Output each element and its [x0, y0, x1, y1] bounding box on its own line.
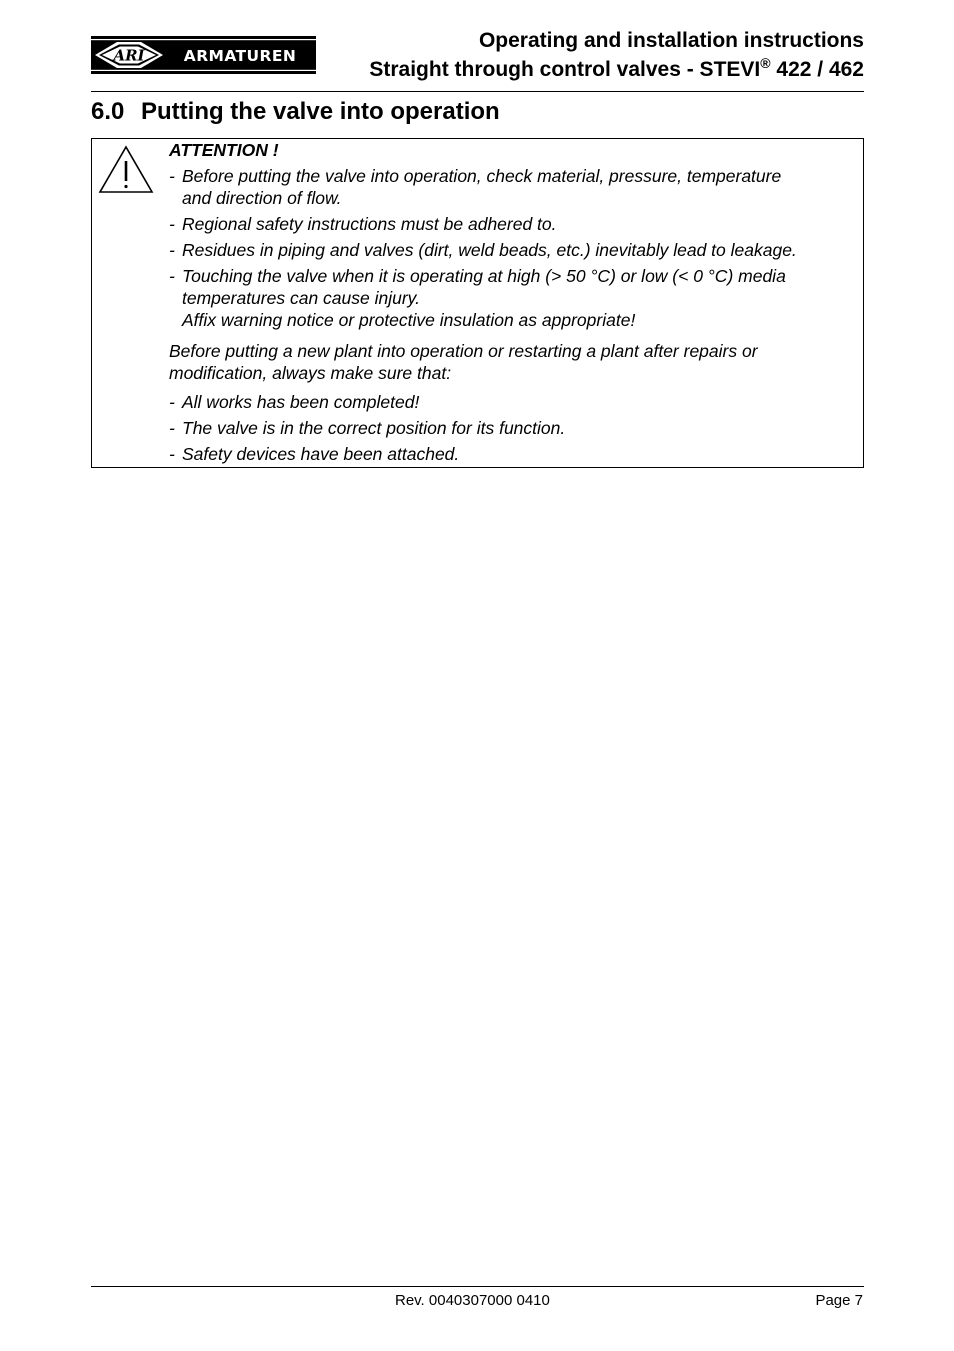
notice-bullet: - Before putting the valve into operation, check material, pressure, temperature and direction of flow. [169, 165, 859, 209]
document-title-line2 [369, 55, 864, 84]
section-number: 6.0 [91, 98, 125, 125]
document-title [369, 26, 864, 84]
document-title-line1: Operating and installation instructions [478, 29, 864, 52]
footer-divider [91, 1286, 864, 1287]
warning-triangle-icon [97, 144, 155, 194]
ari-armaturen-logo [91, 36, 316, 74]
page-header [91, 24, 864, 90]
svg-text:ARMATUREN: ARMATUREN [183, 47, 297, 65]
revision-number: Rev. 0040307000 0410 [395, 1292, 550, 1309]
notice-bullet: - Touching the valve when it is operating at high (> 50 °C) or low (< 0 °C) media temperatures can cause injury. Affix warning notice or protective insulation as appropriate! [169, 265, 859, 331]
notice-bullet: - Regional safety instructions must be adhered to. [169, 214, 557, 234]
section-title: Putting the valve into operation [141, 98, 500, 125]
bullet-continuation: and direction of flow. [182, 188, 342, 208]
paragraph-line: modification, always make sure that: [169, 363, 452, 383]
page-number: Page 7 [815, 1292, 863, 1309]
header-divider [91, 91, 864, 92]
check-item: - Safety devices have been attached. [169, 444, 460, 464]
check-text: The valve is in the correct position for its function. [182, 418, 566, 438]
bullet-continuation: temperatures can cause injury. [182, 288, 420, 308]
bullet-text: Residues in piping and valves (dirt, weld beads, etc.) inevitably lead to leakage. [182, 240, 797, 260]
bullet-text: Before putting the valve into operation, check material, pressure, temperature [182, 166, 782, 186]
document-title-models: 422 / 462 [770, 58, 864, 81]
pre-operation-paragraph [169, 340, 859, 384]
bullet-text: Touching the valve when it is operating at high (> 50 °C) or low (< 0 °C) media [182, 266, 786, 286]
svg-text:ARI: ARI [113, 46, 145, 65]
check-item: - All works has been completed! [169, 392, 420, 412]
check-text: All works has been completed! [182, 392, 420, 412]
attention-label: ATTENTION ! [169, 140, 279, 160]
section-heading [91, 97, 500, 127]
registered-mark: ® [760, 55, 771, 71]
notice-bullet: - Residues in piping and valves (dirt, weld beads, etc.) inevitably lead to leakage. [169, 240, 797, 260]
bullet-text: Regional safety instructions must be adhered to. [182, 214, 557, 234]
attention-notice-box [91, 138, 864, 468]
document-title-product: Straight through control valves - STEVI [369, 58, 761, 81]
check-item: - The valve is in the correct position for its function. [169, 418, 566, 438]
check-text: Safety devices have been attached. [182, 444, 460, 464]
paragraph-line: Before putting a new plant into operation or restarting a plant after repairs or [169, 341, 758, 361]
bullet-continuation: Affix warning notice or protective insulation as appropriate! [182, 310, 636, 330]
notice-content [169, 139, 859, 469]
